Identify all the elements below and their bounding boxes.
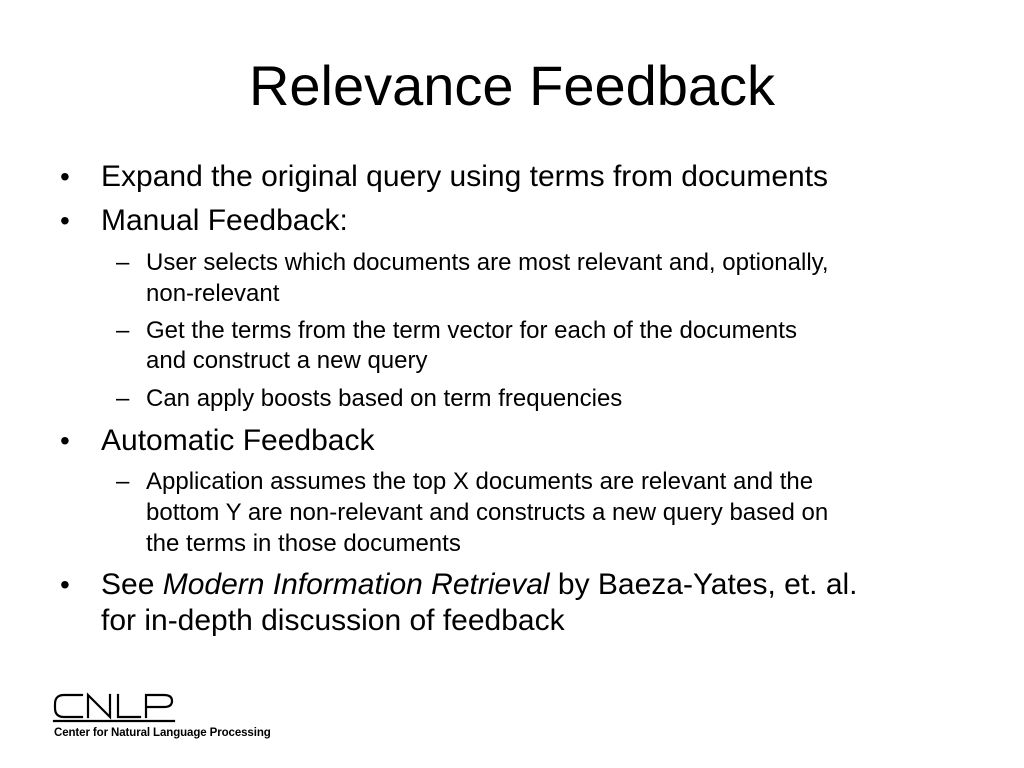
slide-title: Relevance Feedback — [248, 54, 776, 117]
bullet-text: Automatic Feedback — [101, 424, 375, 457]
bullet-marker: • — [60, 161, 70, 192]
sub-bullet-marker: – — [116, 249, 130, 276]
logo-tagline: Center for Natural Language Processing — [54, 727, 271, 739]
sub-bullet-text: User selects which documents are most relevant and, optionally, — [146, 249, 829, 276]
bullet-text-prefix: See — [101, 568, 163, 601]
bullet-text: Manual Feedback: — [101, 204, 348, 237]
sub-bullet-marker: – — [116, 468, 130, 495]
sub-bullet-text: Application assumes the top X documents are relevant and the — [146, 468, 814, 495]
bullet-marker: • — [60, 425, 70, 456]
bullet-text: for in-depth discussion of feedback — [101, 604, 565, 637]
sub-bullet-marker: – — [116, 317, 130, 344]
bullet-text-suffix: by Baeza-Yates, et. al. — [549, 568, 858, 601]
cnlp-wordmark — [52, 690, 182, 726]
sub-bullet-text: and construct a new query — [146, 347, 428, 374]
bullet-text: Expand the original query using terms from documents — [101, 160, 829, 193]
sub-bullet-text: bottom Y are non-relevant and constructs a new query based on — [146, 499, 829, 526]
sub-bullet-text: Can apply boosts based on term frequencies — [146, 385, 623, 412]
sub-bullet-text: non-relevant — [146, 280, 280, 307]
sub-bullet-marker: – — [116, 385, 130, 412]
sub-bullet-text: Get the terms from the term vector for each of the documents — [146, 317, 797, 344]
sub-bullet-text: the terms in those documents — [146, 530, 461, 557]
book-title: Modern Information Retrieval — [162, 568, 550, 601]
bullet-text — [101, 570, 858, 600]
cnlp-logo — [52, 690, 292, 746]
bullet-marker: • — [60, 569, 70, 600]
bullet-marker: • — [60, 205, 70, 236]
